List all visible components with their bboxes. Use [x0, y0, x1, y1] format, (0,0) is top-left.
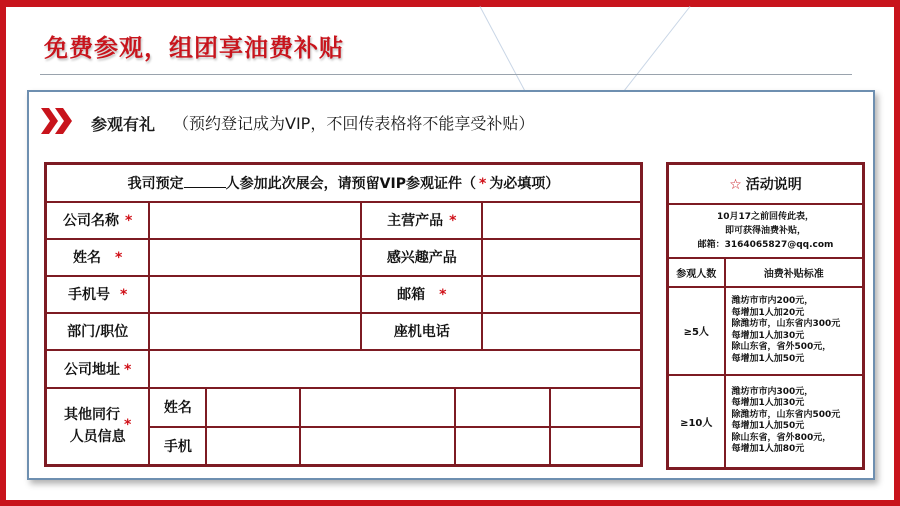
interest-product-input[interactable] [482, 239, 641, 276]
companion-name-input-2[interactable] [300, 388, 455, 427]
activity-intro: 10月17之前回传此表， 即可获得油费补贴， 邮箱：3164065827@qq.com [668, 204, 864, 258]
main-product-input[interactable] [482, 202, 641, 239]
activity-intro-row [668, 204, 864, 258]
companion-phone-input-1[interactable] [206, 427, 300, 466]
registration-form-table [44, 162, 643, 467]
table-row [46, 350, 642, 388]
mobile-input[interactable] [149, 276, 361, 313]
companion-name-label: 姓名 [149, 388, 206, 427]
main-product-label: 主营产品 * [361, 202, 482, 239]
tier-label: ≥10人 [668, 375, 725, 469]
tier-rules: 潍坊市市内200元， 每增加1人加20元 除潍坊市，山东省内300元 每增加1人加30元 除山东省，省外500元， 每增加1人加50元 [725, 287, 864, 375]
dept-position-label: 部门/职位 [46, 313, 150, 350]
tier-row [668, 287, 864, 375]
table-row [46, 388, 642, 427]
required-mark: * [478, 175, 487, 192]
interest-product-label: 感兴趣产品 [361, 239, 482, 276]
address-label: 公司地址 * [46, 350, 150, 388]
tier-row [668, 375, 864, 469]
section-note: （预约登记成为VIP，不回传表格将不能享受补贴） [173, 114, 535, 133]
double-chevron-icon [41, 108, 75, 134]
company-name-label: 公司名称 * [46, 202, 150, 239]
companion-phone-input-3[interactable] [455, 427, 550, 466]
tier-rules: 潍坊市市内300元， 每增加1人加30元 除潍坊市，山东省内500元 每增加1人加50元 除山东省，省外800元， 每增加1人加80元 [725, 375, 864, 469]
mobile-label: 手机号 * [46, 276, 150, 313]
table-row [46, 276, 642, 313]
companion-phone-input-4[interactable] [550, 427, 642, 466]
form-intro: 我司预定 人参加此次展会，请预留VIP参观证件（ * 为必填项） [46, 164, 642, 202]
companion-name-input-3[interactable] [455, 388, 550, 427]
activity-header-row [668, 164, 864, 204]
title-divider [40, 74, 852, 75]
form-intro-row [46, 164, 642, 202]
companion-name-input-1[interactable] [206, 388, 300, 427]
page-title: 免费参观，组团享油费补贴 [44, 34, 344, 62]
table-row [46, 239, 642, 276]
companion-phone-input-2[interactable] [300, 427, 455, 466]
address-input[interactable] [149, 350, 641, 388]
activity-column-row [668, 258, 864, 287]
star-icon: ☆ [729, 176, 742, 193]
activity-title: ☆ 活动说明 [668, 164, 864, 204]
companion-name-input-4[interactable] [550, 388, 642, 427]
company-name-input[interactable] [149, 202, 361, 239]
activity-table [666, 162, 865, 470]
table-row [46, 202, 642, 239]
landline-input[interactable] [482, 313, 641, 350]
email-input[interactable] [482, 276, 641, 313]
registration-panel [27, 90, 875, 480]
companions-label: 其他同行* 人员信息 [46, 388, 150, 466]
companion-phone-label: 手机 [149, 427, 206, 466]
col-standard: 油费补贴标准 [725, 258, 864, 287]
people-count-blank[interactable] [184, 175, 226, 188]
section-title: 参观有礼 [91, 115, 156, 134]
col-people: 参观人数 [668, 258, 725, 287]
dept-position-input[interactable] [149, 313, 361, 350]
landline-label: 座机电话 [361, 313, 482, 350]
name-label: 姓名 * [46, 239, 150, 276]
name-input[interactable] [149, 239, 361, 276]
email-label: 邮箱 * [361, 276, 482, 313]
tier-label: ≥5人 [668, 287, 725, 375]
table-row [46, 313, 642, 350]
